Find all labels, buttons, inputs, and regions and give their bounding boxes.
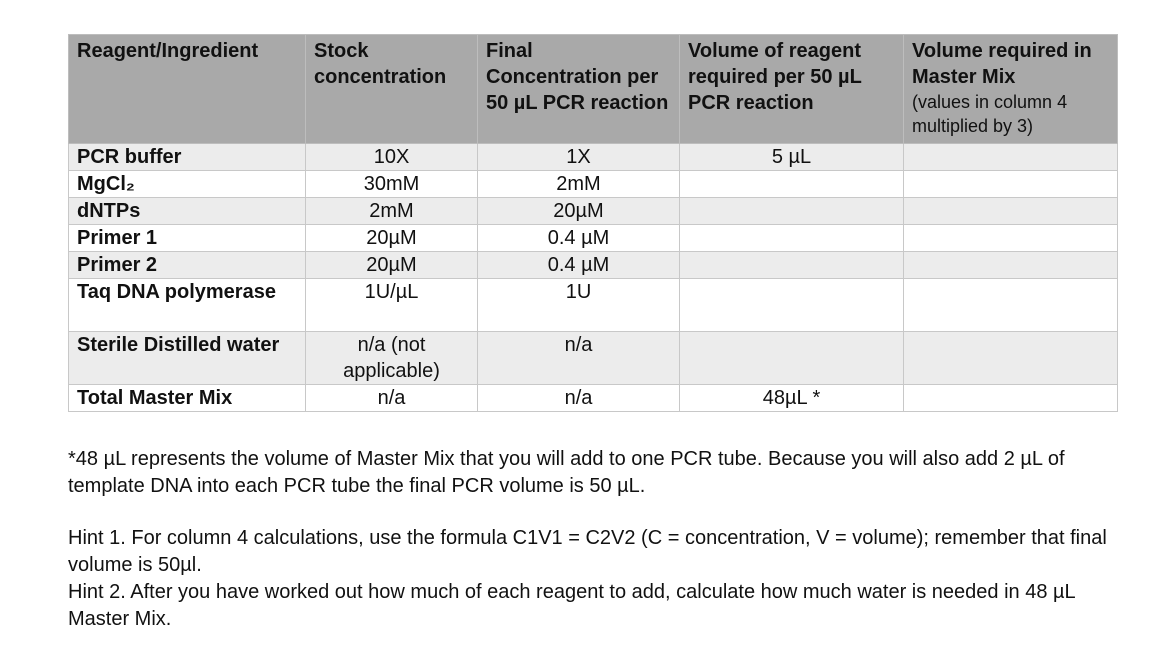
cell-stock: 2mM xyxy=(306,198,478,225)
table-row xyxy=(69,198,1118,225)
cell-final: n/a xyxy=(478,332,680,385)
table-row xyxy=(69,252,1118,279)
cell-master-mix xyxy=(904,171,1118,198)
cell-final: 2mM xyxy=(478,171,680,198)
header-label: Reagent/Ingredient xyxy=(77,40,259,62)
cell-reagent: Primer 2 xyxy=(69,252,306,279)
cell-master-mix xyxy=(904,225,1118,252)
header-label: Volume of reagent required per 50 µL PCR reaction xyxy=(688,40,862,114)
table-row xyxy=(69,279,1118,332)
cell-volume xyxy=(680,332,904,385)
cell-master-mix xyxy=(904,144,1118,171)
cell-master-mix xyxy=(904,385,1118,412)
cell-stock: 20µM xyxy=(306,252,478,279)
cell-volume: 48µL * xyxy=(680,385,904,412)
table-row xyxy=(69,332,1118,385)
hint-1-paragraph: Hint 1. For column 4 calculations, use the formula C1V1 = C2V2 (C = concentration, V = volume); remember that final volume is 50µl. xyxy=(68,527,1107,576)
cell-reagent: Primer 1 xyxy=(69,225,306,252)
cell-stock: 1U/µL xyxy=(306,279,478,332)
cell-master-mix xyxy=(904,279,1118,332)
cell-volume: 5 µL xyxy=(680,144,904,171)
header-label: Final Concentration per 50 µL PCR reaction xyxy=(486,40,669,114)
cell-final: 20µM xyxy=(478,198,680,225)
hint-2-paragraph: Hint 2. After you have worked out how much of each reagent to add, calculate how much water is needed in 48 µL Master Mix. xyxy=(68,581,1075,630)
header-label: Volume required in Master Mix xyxy=(912,40,1092,88)
header-volume-master-mix xyxy=(904,35,1118,144)
header-stock-concentration xyxy=(306,35,478,144)
cell-volume xyxy=(680,198,904,225)
table-row xyxy=(69,225,1118,252)
cell-master-mix xyxy=(904,252,1118,279)
cell-reagent: MgCl₂ xyxy=(69,171,306,198)
cell-master-mix xyxy=(904,332,1118,385)
cell-master-mix xyxy=(904,198,1118,225)
cell-reagent: Total Master Mix xyxy=(69,385,306,412)
cell-final: n/a xyxy=(478,385,680,412)
cell-volume xyxy=(680,252,904,279)
cell-stock: 20µM xyxy=(306,225,478,252)
cell-stock: n/a xyxy=(306,385,478,412)
cell-stock: 10X xyxy=(306,144,478,171)
cell-reagent: Taq DNA polymerase xyxy=(69,279,306,332)
cell-reagent: Sterile Distilled water xyxy=(69,332,306,385)
cell-final: 0.4 µM xyxy=(478,225,680,252)
table-row xyxy=(69,385,1118,412)
cell-volume xyxy=(680,279,904,332)
header-reagent xyxy=(69,35,306,144)
cell-reagent: dNTPs xyxy=(69,198,306,225)
header-label: Stock concentration xyxy=(314,40,447,88)
pcr-master-mix-table xyxy=(68,34,1118,412)
table-header-row xyxy=(69,35,1118,144)
cell-volume xyxy=(680,171,904,198)
header-final-concentration xyxy=(478,35,680,144)
header-volume-per-reaction xyxy=(680,35,904,144)
cell-final: 1U xyxy=(478,279,680,332)
cell-final: 1X xyxy=(478,144,680,171)
cell-stock: 30mM xyxy=(306,171,478,198)
footnote-paragraph: *48 µL represents the volume of Master Mix that you will add to one PCR tube. Because you will also add 2 µL of template DNA into each PCR tube the final PCR volume is 50 µL. xyxy=(68,448,1065,497)
cell-stock: n/a (not applicable) xyxy=(306,332,478,385)
cell-reagent: PCR buffer xyxy=(69,144,306,171)
cell-final: 0.4 µM xyxy=(478,252,680,279)
table-row xyxy=(69,144,1118,171)
header-note: (values in column 4 multiplied by 3) xyxy=(912,92,1068,136)
table-row xyxy=(69,171,1118,198)
cell-volume xyxy=(680,225,904,252)
